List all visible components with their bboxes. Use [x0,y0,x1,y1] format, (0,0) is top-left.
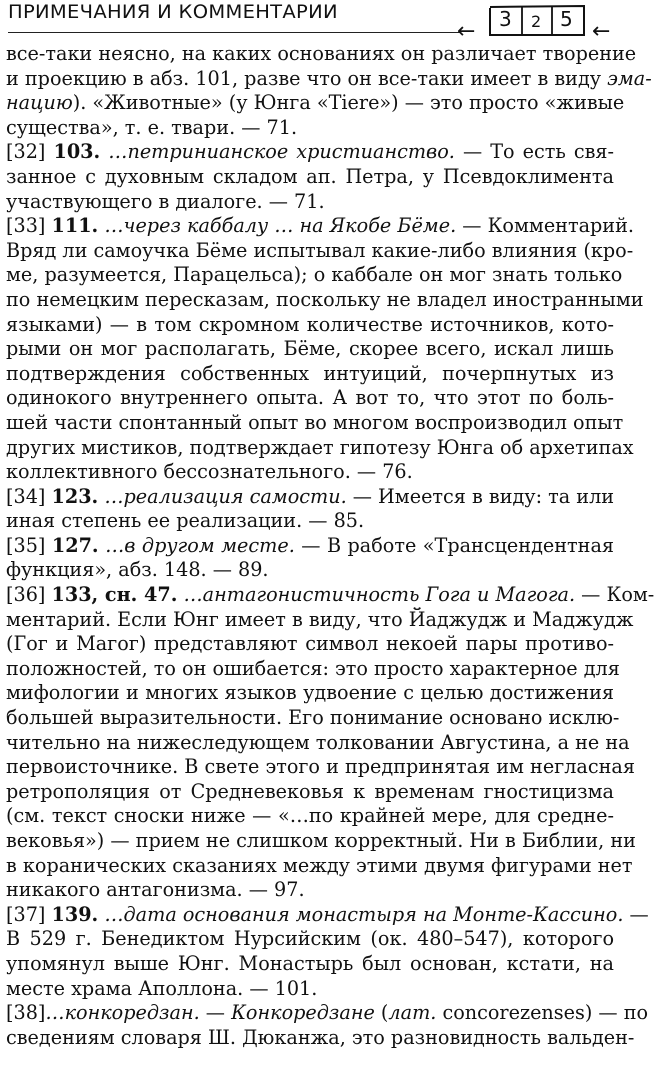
text-run: ментарий. Если Юнг имеет в виду, что Йаджудж и Маджудж [6,607,634,631]
text-run: в коранических сказаниях между этими двумя фигурами нет [6,853,633,877]
text-run: упомянул выше Юнг. Монастырь был основан, кстати, на [6,951,614,975]
note-paragraph [6,534,614,583]
page-header [6,0,614,46]
text-run: ). «Животные» (у Юнга «Tiere») — это просто «живые [72,91,625,115]
text-run: — То есть свя- [454,140,615,164]
text-run: — [623,902,649,926]
text-run: языками) — в том скромном количестве источников, кото- [6,312,614,336]
text-run: [37] [6,902,52,926]
italic-text: …реализация самости. [98,484,347,508]
italic-text: эма- [607,66,652,90]
page-number-digit: 2 [531,12,542,31]
italic-text: …конкоредзан. [45,1001,200,1025]
text-line [6,583,654,608]
text-line [6,337,614,362]
text-run: — В работе «Трансцендентная [294,533,614,557]
text-line [6,165,614,190]
text-line [6,706,620,731]
text-run: [38] [6,1001,46,1025]
header-rule [8,32,461,33]
text-line [6,681,614,706]
text-run: мифологии и многих языков удвоение с целью достижения [6,681,614,705]
text-line [6,140,614,165]
text-line [6,313,614,338]
text-run: — [199,1001,232,1025]
paragraph-ref: 103. [53,140,101,164]
text-run: [33] [6,214,52,238]
text-run: ме, разумеется, Парацельса); о каббале он мог знать только [6,263,623,287]
text-line [6,485,614,510]
text-run: большей выразительности. Его понимание основано исклю- [6,706,620,730]
text-line [6,534,614,559]
text-run: Вряд ли самоучка Бёме испытывал какие-либо влияния (кро- [6,238,634,262]
text-line [6,780,614,805]
text-run: шей части спонтанный опыт во многом воспроизводил опыт [6,410,624,434]
text-run: и проекцию в абз. 101, разве что он все-таки имеет в виду [6,66,608,90]
text-line [6,1001,649,1026]
text-line [6,607,634,633]
note-paragraph [6,42,652,140]
text-run: чительно на нижеследующем толковании Августина, а не на [6,730,630,754]
text-run: одинокого внутреннего опыта. А вот то, что этот по боль- [6,386,614,410]
text-run: — Ком- [575,583,654,607]
text-line [6,878,614,903]
italic-text: нацию [6,91,73,115]
italic-text: …дата основания монастыря на Монте-Кассино. [98,902,624,926]
text-run: первоисточнике. В свете этого и предпринятая им негласная [6,755,635,779]
paragraph-ref: 127. [51,533,99,557]
italic-text: …через каббалу … на Якобе Бёме. [98,214,457,238]
text-run: положностей, то он ошибается: это просто характерное для [6,656,620,680]
paragraph-ref: 111. [51,214,99,238]
text-run: участвующего в диалоге. — 71. [6,189,325,213]
text-line [6,238,634,264]
text-line [6,1025,635,1051]
text-line [6,632,614,657]
text-run: рыми он мог располагать, Бёме, скорее всего, искал лишь [6,337,614,361]
italic-text: лат. [388,1001,437,1025]
text-run: сведениям словаря Ш. Дюканжа, это разновидность вальден- [6,1025,635,1049]
paragraph-ref: 133, сн. 47. [51,583,178,607]
text-line [6,853,633,879]
italic-text: …в другом месте. [98,533,295,557]
text-run: подтверждения собственных интуиций, почерпнутых из [6,361,614,385]
paragraph-ref: 139. [51,902,99,926]
page-number-digit: 5 [560,7,573,31]
text-run: все-таки неясно, на каких основаниях он различает творение [6,42,637,65]
italic-text: …петринианское христианство. [100,140,455,164]
text-line [6,460,614,485]
note-paragraph [6,902,649,1001]
text-run: [32] [6,140,54,164]
paragraph-ref: 123. [51,484,99,508]
text-line [6,977,614,1002]
text-run: функция», абз. 148. — 89. [6,558,269,582]
text-run: занное с духовным складом ап. Петра, у Псевдоклимента [6,164,614,188]
text-line [6,386,614,411]
left-arrow-icon: ← [457,19,476,44]
text-run: существа», т. е. твари. — 71. [6,115,298,139]
text-run: (см. текст сноски ниже — «…по крайней мере, для средне- [6,804,614,828]
text-run: месте храма Аполлона. — 101. [6,976,318,1000]
right-arrow-icon: ← [592,19,611,44]
text-run: ретрополяция от Средневековья к временам гностицизма [6,779,614,803]
text-line [6,91,625,116]
page-number-digit: 3 [499,7,512,31]
text-line [6,558,614,583]
text-line [6,435,634,461]
text-line [6,410,624,436]
text-run: вековья») — прием не слишком корректный. Ни в Библии, ни [6,829,636,852]
text-line [6,804,614,829]
text-line [6,902,649,928]
text-line [6,287,644,313]
text-run: concorezenses) — по [436,1001,649,1025]
text-run: — Комментарий. [456,214,634,238]
text-run: В 529 г. Бенедиктом Нурсийским (ок. 480–547), которого [6,927,614,951]
text-run: [35] [6,533,52,557]
text-line [6,66,652,92]
text-run: коллективного бессознательного. — 76. [6,460,413,484]
text-run: — Имеется в виду: та или [346,484,615,508]
notes-body [6,42,654,1050]
text-line [6,116,614,141]
text-line [6,952,614,977]
text-run: по немецким пересказам, поскольку не владел иностранными [6,287,644,311]
text-run: (Гог и Магог) представляют символ некоей пары противо- [6,632,614,656]
text-line [6,42,637,67]
note-paragraph [6,583,654,903]
text-run: ( [374,1001,389,1025]
note-paragraph [6,485,614,534]
text-run: других мистиков, подтверждает гипотезу Юнга об архетипах [6,435,634,459]
text-line [6,656,620,682]
text-line [6,730,630,756]
text-run: никакого антагонизма. — 97. [6,878,305,902]
text-line [6,190,614,215]
text-run: иная степень ее реализации. — 85. [6,509,365,533]
text-line [6,927,614,952]
text-line [6,263,623,288]
text-line [6,214,634,239]
italic-text: …антагонистичность Гога и Магога. [177,583,576,607]
text-line [6,829,636,854]
text-line [6,509,614,534]
text-run: [34] [6,484,52,508]
text-line [6,755,635,780]
note-paragraph [6,214,644,485]
page-number [486,2,590,36]
italic-text: Конкоредзане [231,1001,375,1025]
note-paragraph [6,1001,649,1050]
text-run: [36] [6,583,52,607]
note-paragraph [6,140,614,214]
running-head: ПРИМЕЧАНИЯ И КОММЕНТАРИИ [8,1,338,23]
text-line [6,362,614,387]
